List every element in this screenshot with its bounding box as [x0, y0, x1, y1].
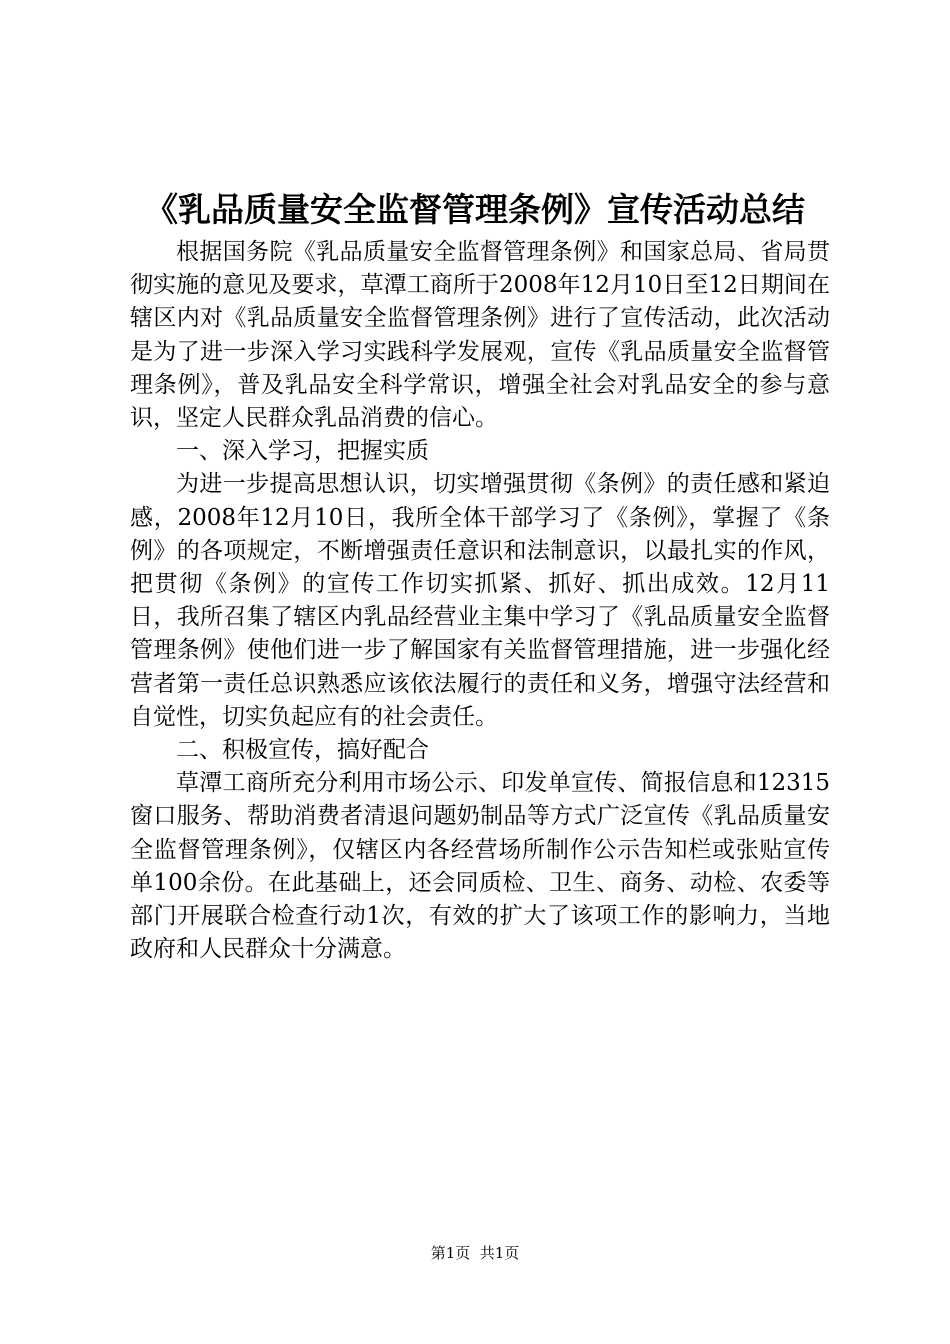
page-footer: 第1页 共1页 — [430, 1244, 520, 1262]
section-body-1: 为进一步提高思想认识，切实增强贯彻《条例》的责任感和紧迫感，2008年12月10日，我所全体干部学习了《条例》，掌握了《条例》的各项规定，不断增强责任意识和法制意识，以最扎实的作风，把贯彻《条例》的宣传工作切实抓紧、抓好、抓出成效。12月11日，我所召集了辖区内乳品经营业主集中学习了《乳品质量安全监督管理条例》使他们进一步了解国家有关监督管理措施，进一步强化经营者第一责任总识熟悉应该依法履行的责任和义务，增强守法经营和自觉性，切实负起应有的社会责任。 — [130, 471, 830, 730]
section-heading-1: 一、深入学习，把握实质 — [176, 438, 429, 465]
intro-paragraph: 根据国务院《乳品质量安全监督管理条例》和国家总局、省局贯彻实施的意见及要求，草潭工商所于2008年12月10日至12日期间在辖区内对《乳品质量安全监督管理条例》进行了宣传活动，此次活动是为了进一步深入学习实践科学发展观，宣传《乳品质量安全监督管理条例》，普及乳品安全科学常识，增强全社会对乳品安全的参与意识，坚定人民群众乳品消费的信心。 — [130, 239, 830, 432]
section-heading-2: 二、积极宣传，搞好配合 — [176, 737, 429, 764]
section-body-2: 草潭工商所充分利用市场公示、印发单宣传、简报信息和12315窗口服务、帮助消费者清退问题奶制品等方式广泛宣传《乳品质量安全监督管理条例》，仅辖区内各经营场所制作公示告知栏或张贴宣传单100余份。在此基础上，还会同质检、卫生、商务、动检、农委等部门开展联合检查行动1次，有效的扩大了该项工作的影响力，当地政府和人民群众十分满意。 — [130, 770, 830, 963]
document-title: 《乳品质量安全监督管理条例》宣传活动总结 — [145, 190, 805, 229]
document-body — [130, 236, 830, 966]
